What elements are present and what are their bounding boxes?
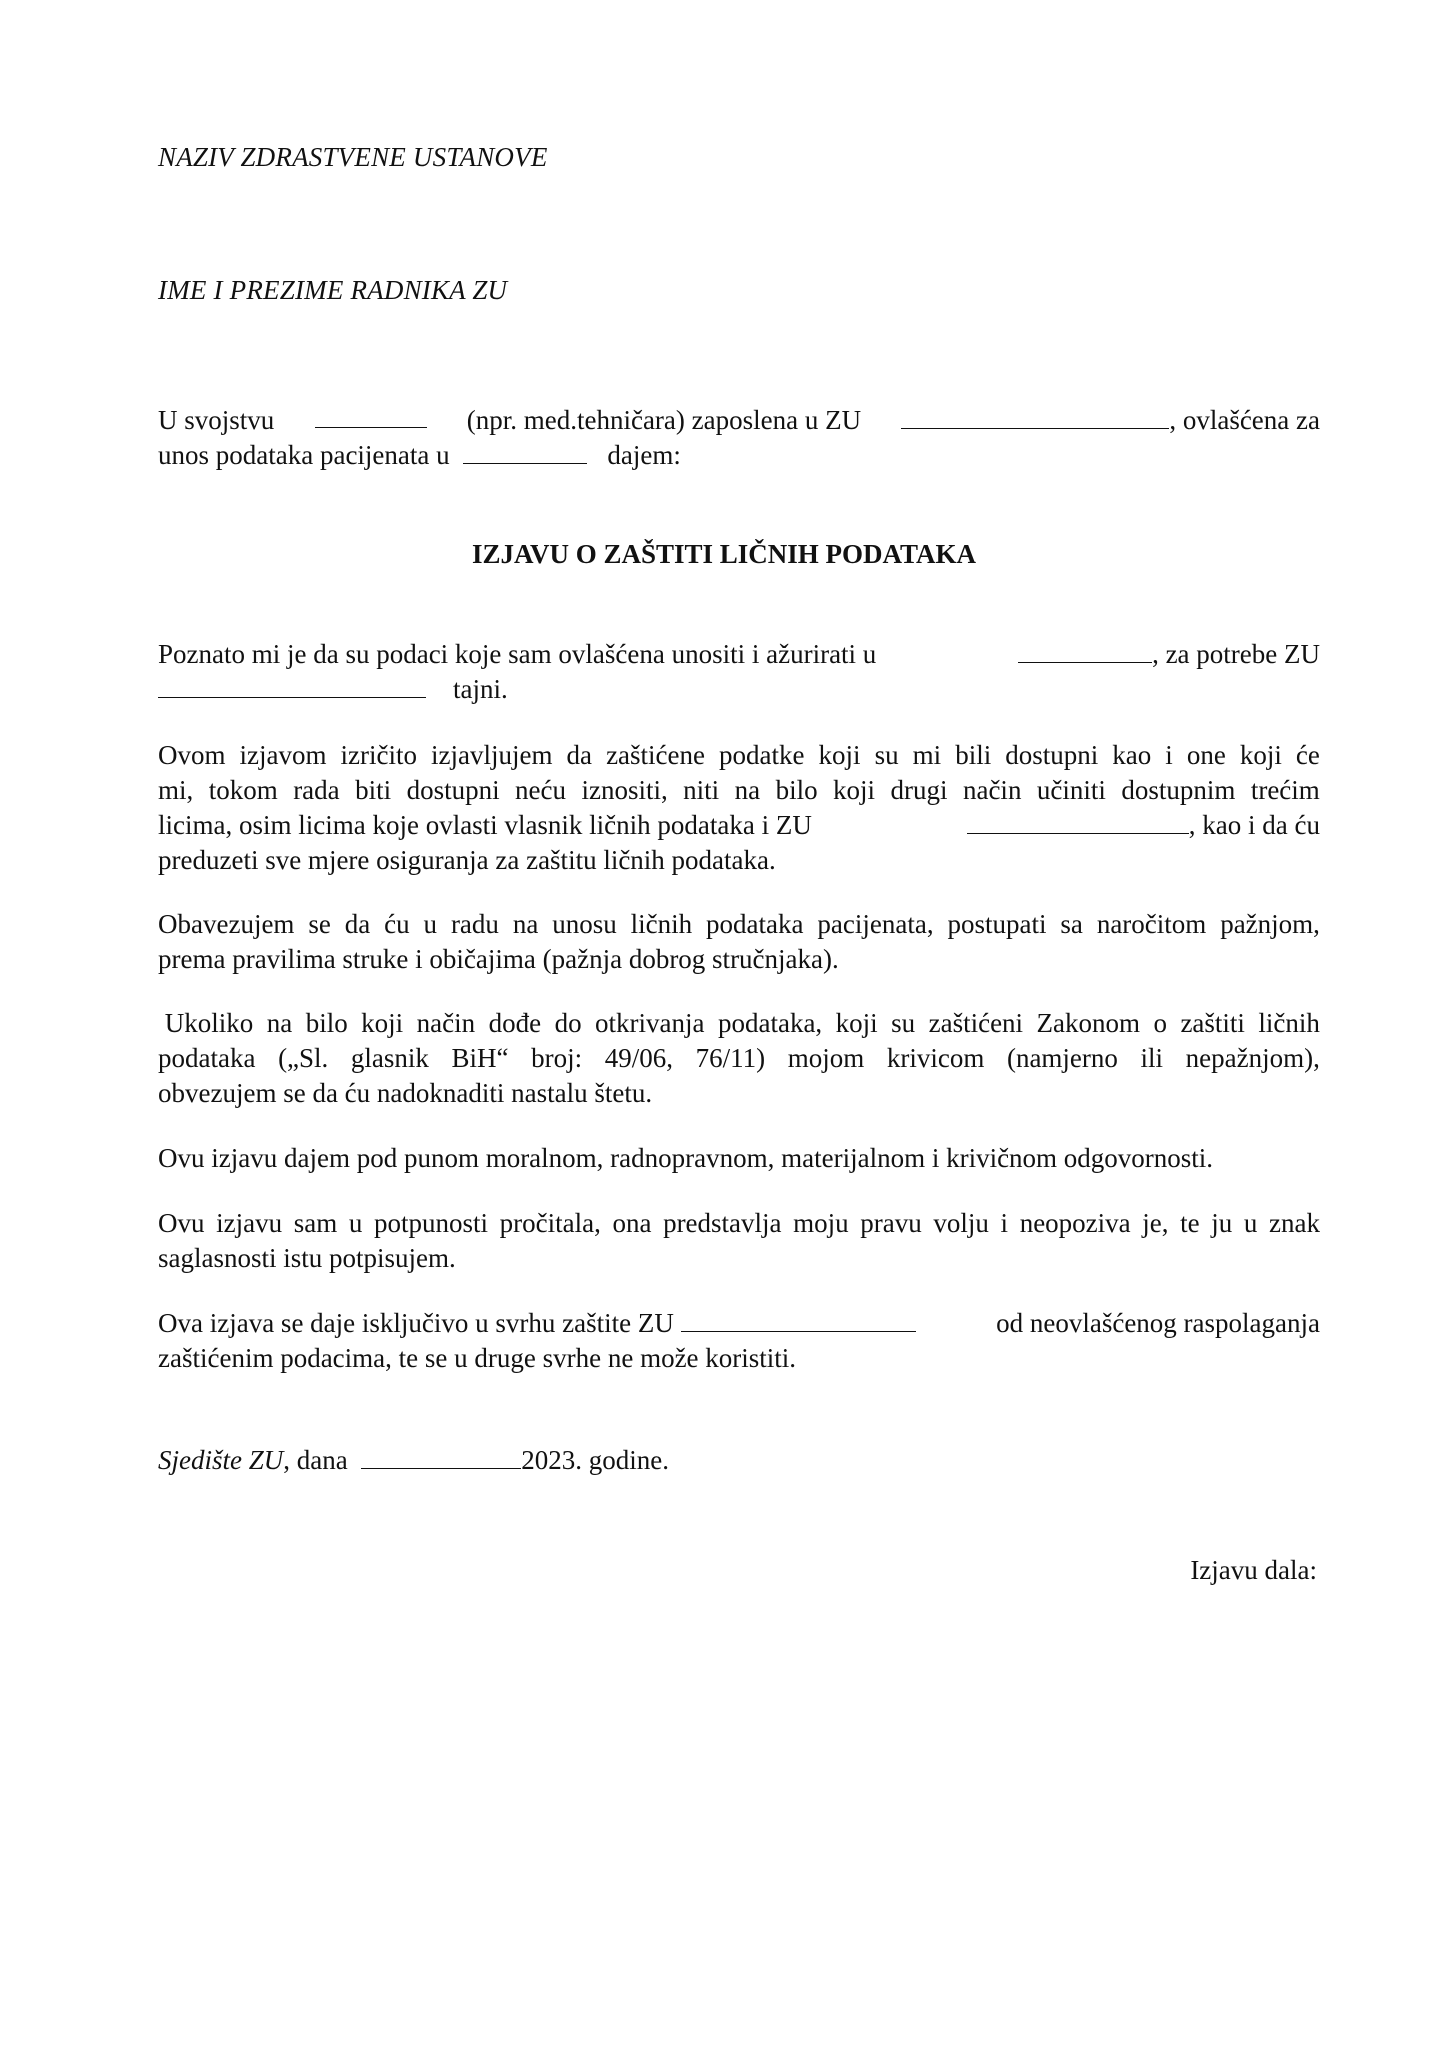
institution-blank[interactable] <box>901 404 1169 429</box>
word: drugi <box>890 775 948 805</box>
word: koji <box>361 1008 404 1038</box>
p5-line-1: Ovu izjavu dajem pod punom moralnom, radnopravnom, materijalnom i krivičnom odgovornosti. <box>158 1143 1214 1173</box>
word: o <box>1153 1008 1167 1038</box>
word: krivicom <box>886 1043 985 1073</box>
p3-line-1 <box>158 907 1320 942</box>
word: na <box>734 775 761 805</box>
paragraph-1 <box>158 637 1320 707</box>
intro-text-2: (npr. med.tehničara) zaposlena u ZU <box>466 405 862 435</box>
place-date-line <box>158 1443 1320 1478</box>
word: su <box>891 1008 916 1038</box>
word: nepažnjom), <box>1185 1043 1320 1073</box>
word: podataka <box>158 1043 256 1073</box>
word: moju <box>793 1208 849 1238</box>
intro-text-5: dajem: <box>607 440 681 470</box>
p2-line-3 <box>158 808 1320 843</box>
word: u <box>348 1208 363 1238</box>
word: („Sl. <box>278 1043 329 1073</box>
word: je, <box>1142 1208 1169 1238</box>
word: izjavljujem <box>431 740 553 770</box>
word: dostupni <box>406 775 500 805</box>
intro-text-1: U svojstvu <box>158 405 275 435</box>
word: dostupnim <box>1121 775 1236 805</box>
place-date-row <box>158 1443 1320 1478</box>
word: podatke <box>719 740 805 770</box>
word: radu <box>450 909 499 939</box>
position-blank[interactable] <box>315 403 427 428</box>
word: (namjerno <box>1006 1043 1118 1073</box>
word: naročitom <box>1096 909 1207 939</box>
p2-text-3a: licima, osim licima koje ovlasti vlasnik ličnih podataka i ZU <box>158 810 812 840</box>
word: su <box>874 740 899 770</box>
word: predstavlja <box>663 1208 782 1238</box>
word: Zakonom <box>1036 1008 1141 1038</box>
word: broj: <box>531 1043 583 1073</box>
intro-text-4: unos podataka pacijenata u <box>158 440 450 470</box>
word: na <box>266 1008 293 1038</box>
p4-line-2 <box>158 1041 1320 1076</box>
word: izjavu <box>216 1208 283 1238</box>
word: iznositi, <box>581 775 668 805</box>
word: unosu <box>552 909 617 939</box>
word: i <box>1165 740 1173 770</box>
word: ili <box>1140 1043 1164 1073</box>
word: Ovu <box>158 1208 205 1238</box>
word: biti <box>355 775 392 805</box>
word: 49/06, <box>604 1043 674 1073</box>
word: 76/11) <box>695 1043 766 1073</box>
paragraph-6 <box>158 1206 1320 1276</box>
word: bilo <box>305 1008 348 1038</box>
word: način <box>962 775 1022 805</box>
word: koji <box>1239 740 1282 770</box>
word: koji <box>833 775 876 805</box>
word: na <box>512 909 539 939</box>
intro-line-2 <box>158 438 1320 473</box>
p2-line-4: preduzeti sve mjere osiguranja za zaštitu ličnih podataka. <box>158 845 776 875</box>
p7-line-1 <box>158 1306 1320 1341</box>
intro-paragraph <box>158 403 1320 473</box>
word: pročitala, <box>499 1208 601 1238</box>
word: podataka <box>706 909 804 939</box>
p6-line-1 <box>158 1206 1320 1241</box>
word: i <box>1000 1208 1009 1238</box>
institution-name-heading: NAZIV ZDRASTVENE USTANOVE <box>158 142 548 172</box>
paragraph-7 <box>158 1306 1320 1376</box>
p7-line-2: zaštićenim podacima, te se u druge svrhe ne može koristiti. <box>158 1343 797 1373</box>
word: ličnih <box>1258 1008 1320 1038</box>
word: glasnik <box>350 1043 429 1073</box>
document-title: IZJAVU O ZAŠTITI LIČNIH PODATAKA <box>471 539 977 569</box>
intro-text-3: , ovlašćena za <box>1169 405 1320 435</box>
word: mojom <box>787 1043 865 1073</box>
p7-institution-blank[interactable] <box>681 1307 916 1332</box>
p2-line-2 <box>158 773 1320 808</box>
word: pažnjom, <box>1220 909 1320 939</box>
word: izjavom <box>239 740 327 770</box>
word: te <box>1180 1208 1200 1238</box>
word: mi <box>912 740 942 770</box>
word: kao <box>1112 740 1152 770</box>
word: trećim <box>1250 775 1320 805</box>
word: Ovom <box>158 740 226 770</box>
word: zaštićene <box>606 740 705 770</box>
word: dođe <box>488 1008 542 1038</box>
word: izričito <box>340 740 418 770</box>
paragraph-4 <box>158 1006 1320 1111</box>
word: neopoziva <box>1019 1208 1131 1238</box>
p2-text-3b: , kao i da ću <box>1188 810 1320 840</box>
paragraph-2 <box>158 738 1320 878</box>
word: bilo <box>775 775 818 805</box>
p3-line-2: prema pravilima struke i običajima (pažnja dobrog stručnjaka). <box>158 944 839 974</box>
p1-system-blank[interactable] <box>1018 638 1152 663</box>
employee-name-heading: IME I PREZIME RADNIKA ZU <box>158 275 508 305</box>
word: niti <box>683 775 720 805</box>
word: BiH“ <box>451 1043 509 1073</box>
paragraph-5 <box>158 1141 1320 1176</box>
word: u <box>423 909 438 939</box>
word: tokom <box>208 775 278 805</box>
word: volju <box>933 1208 989 1238</box>
word: sa <box>1060 909 1083 939</box>
system-blank[interactable] <box>463 439 587 464</box>
word: u <box>1243 1208 1258 1238</box>
word: one <box>1186 740 1226 770</box>
word: učiniti <box>1036 775 1106 805</box>
word: do <box>554 1008 582 1038</box>
word: pacijenata, <box>817 909 934 939</box>
p1-text-2: , za potrebe ZU <box>1152 639 1320 669</box>
word: da <box>344 909 371 939</box>
p1-text-3: tajni. <box>453 674 508 704</box>
word: podataka, <box>717 1008 823 1038</box>
p7-text-1b: od neovlašćenog raspolaganja <box>996 1308 1320 1338</box>
p1-institution-blank[interactable] <box>158 673 426 698</box>
word: rada <box>293 775 340 805</box>
word: mi, <box>158 775 194 805</box>
word: znak <box>1269 1208 1320 1238</box>
word: dostupni <box>1005 740 1099 770</box>
word: se <box>308 909 331 939</box>
word: ona <box>612 1208 652 1238</box>
word: Obavezujem <box>158 909 295 939</box>
word: ću <box>384 909 410 939</box>
year-label: 2023. godine. <box>521 1445 669 1475</box>
p1-text-1: Poznato mi je da su podaci koje sam ovlašćena unositi i ažurirati u <box>158 639 877 669</box>
signature-label: Izjavu dala: <box>1190 1555 1317 1585</box>
p1-line-1 <box>158 637 1320 672</box>
word: ličnih <box>630 909 693 939</box>
p6-line-2: saglasnosti istu potpisujem. <box>158 1243 456 1273</box>
word: način <box>416 1008 476 1038</box>
p4-line-3: obvezujem se da ću nadoknaditi nastalu štetu. <box>158 1078 653 1108</box>
word: otkrivanja <box>595 1008 705 1038</box>
date-blank[interactable] <box>361 1444 521 1469</box>
word: koji <box>835 1008 878 1038</box>
word: ju <box>1211 1208 1233 1238</box>
word: neću <box>515 775 567 805</box>
word: postupati <box>947 909 1047 939</box>
p2-institution-blank[interactable] <box>967 809 1189 834</box>
paragraph-3 <box>158 907 1320 977</box>
word: potpunosti <box>373 1208 488 1238</box>
word: koji <box>818 740 861 770</box>
p2-line-1 <box>158 738 1320 773</box>
word: Ukoliko <box>158 1008 254 1038</box>
word: zaštićeni <box>928 1008 1024 1038</box>
dana-label: , dana <box>283 1445 348 1475</box>
p7-text-1a: Ova izjava se daje isključivo u svrhu zaštite ZU <box>158 1308 674 1338</box>
intro-line-1 <box>158 403 1320 438</box>
word: sam <box>293 1208 338 1238</box>
word: pravu <box>860 1208 922 1238</box>
p4-line-1 <box>158 1006 1320 1041</box>
word: će <box>1295 740 1320 770</box>
word: bili <box>955 740 992 770</box>
word: da <box>566 740 593 770</box>
p1-line-2 <box>158 672 1320 707</box>
place-label: Sjedište ZU <box>158 1445 284 1475</box>
word: zaštiti <box>1180 1008 1245 1038</box>
